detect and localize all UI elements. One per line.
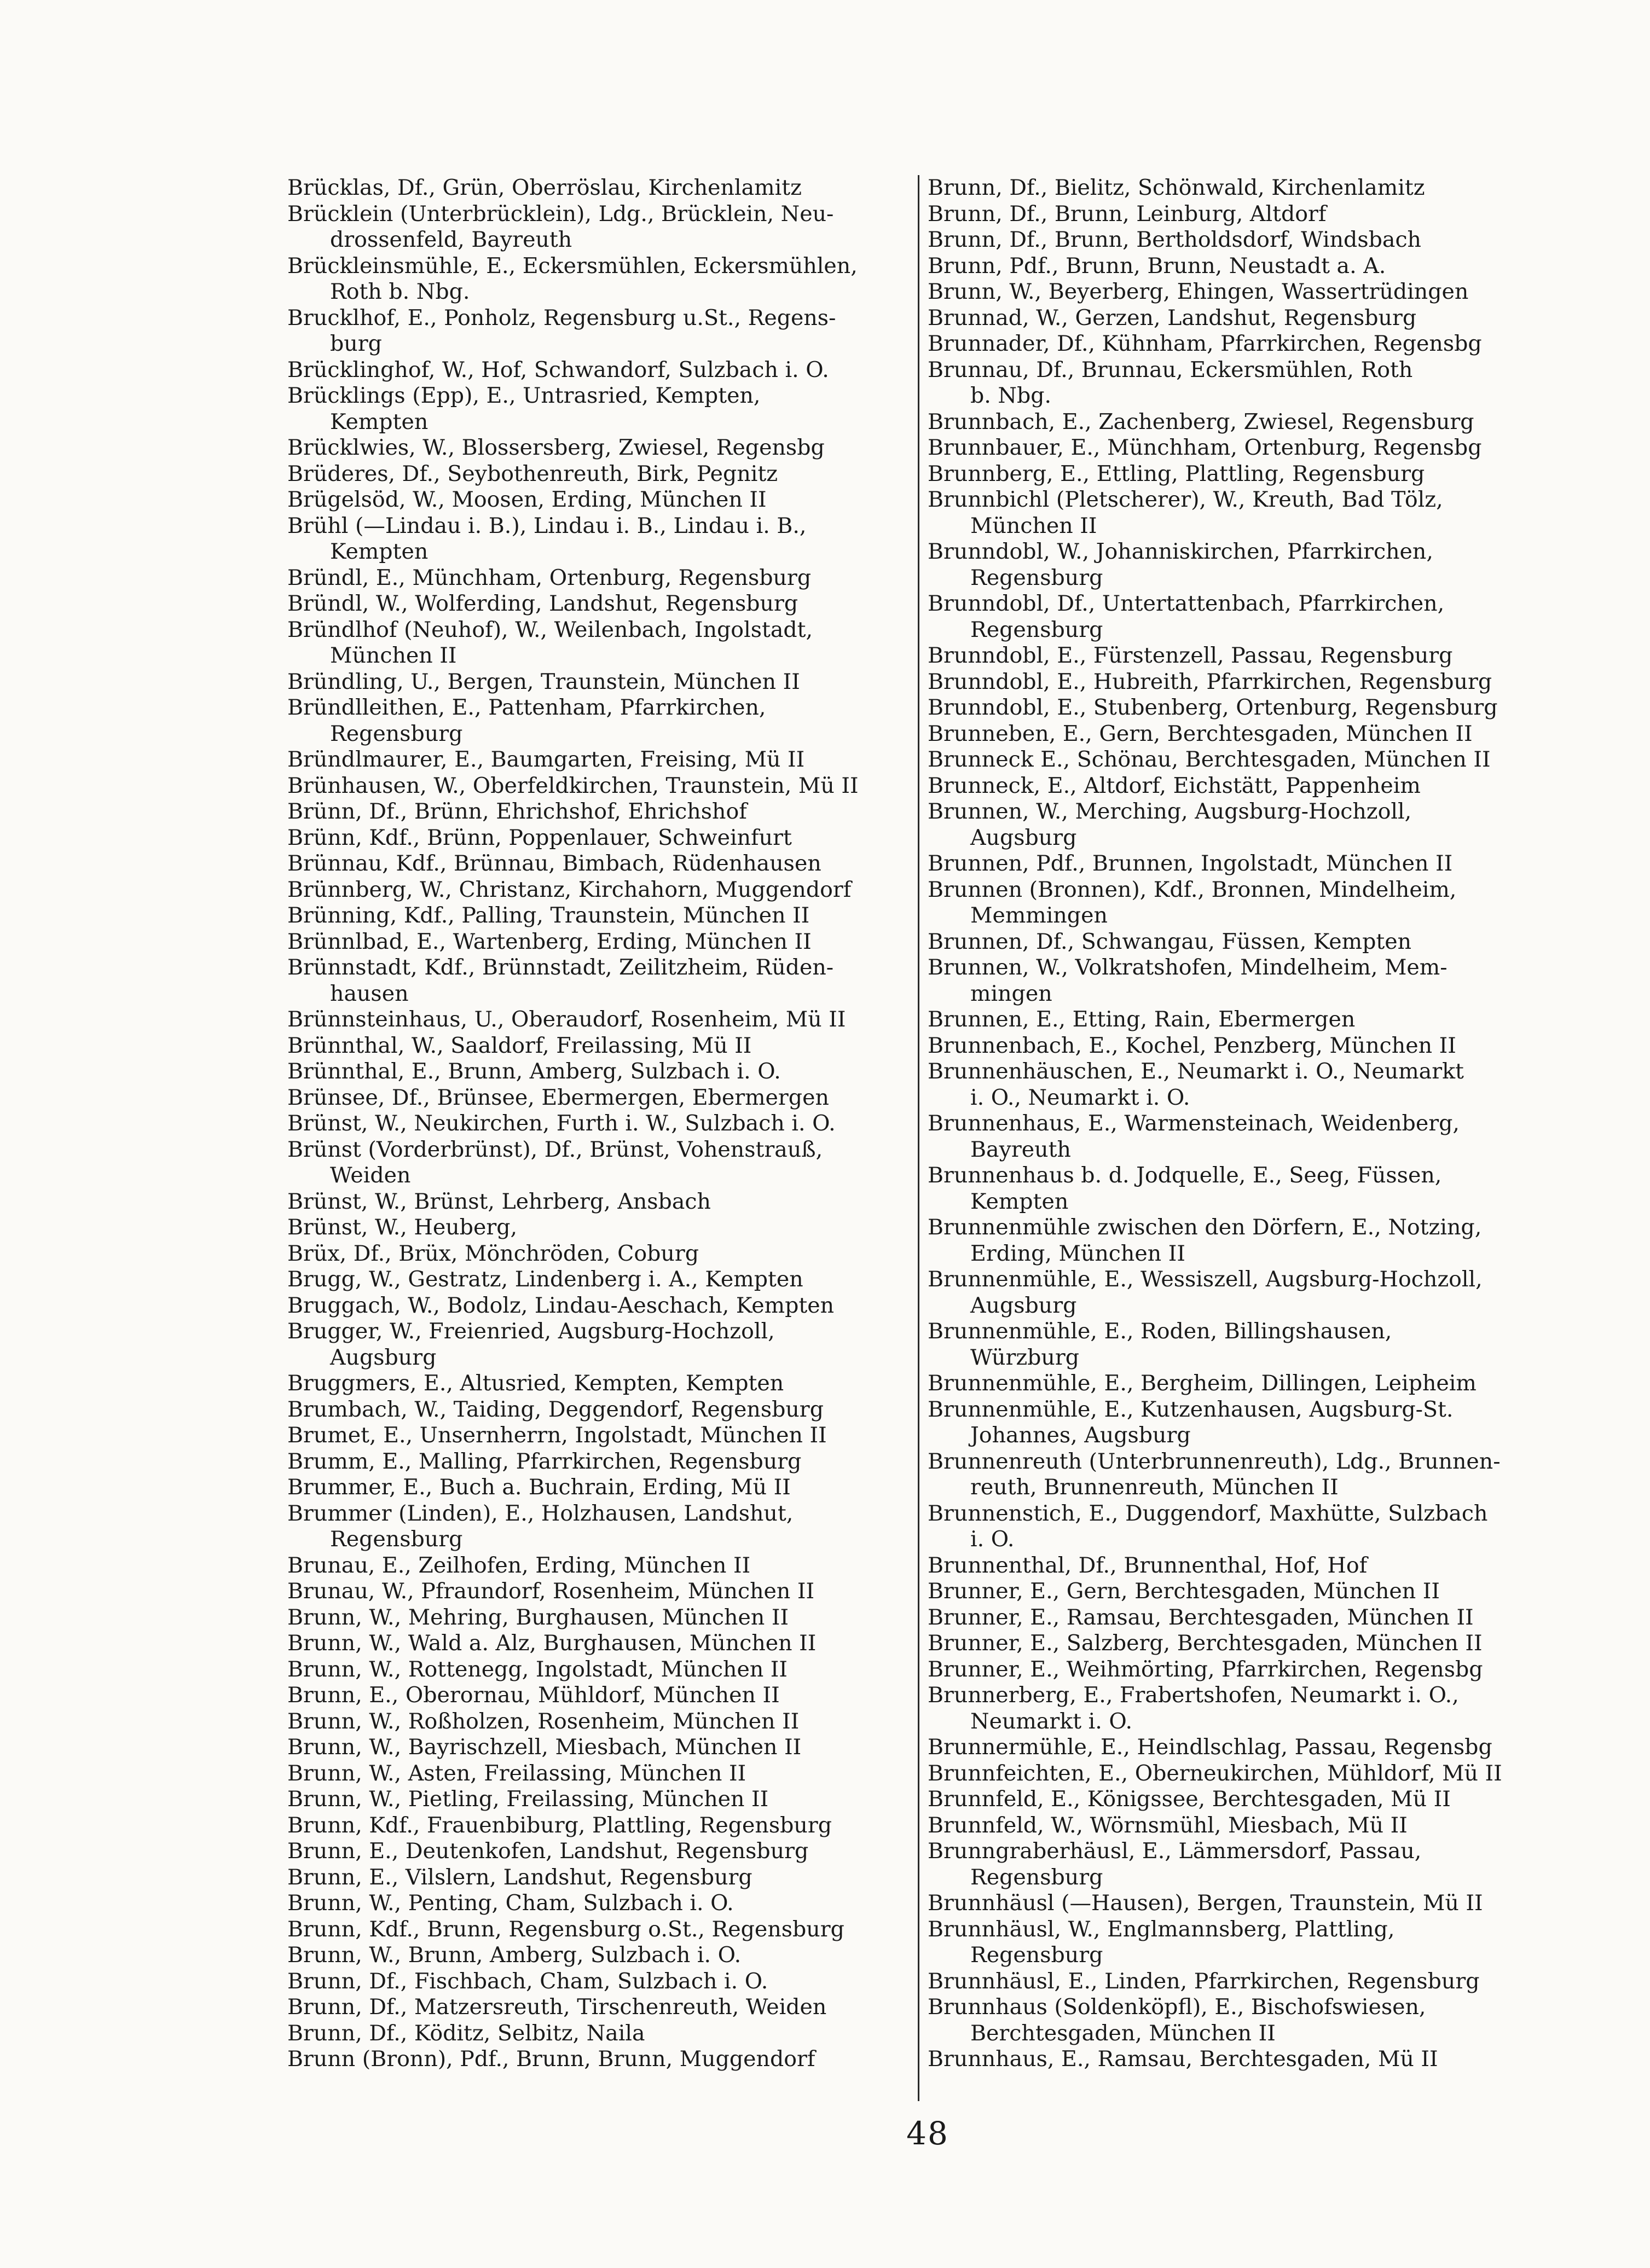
left-entry-line: Brünst (Vorderbrünst), Df., Brünst, Vohenstrauß, — [287, 1136, 823, 1162]
right-entry-line: Brunnen, E., Etting, Rain, Ebermergen — [928, 1007, 1356, 1032]
right-entry-line: Brunner, E., Gern, Berchtesgaden, München II — [928, 1579, 1440, 1604]
right-entry-line: Brunnenmühle, E., Bergheim, Dillingen, Leipheim — [928, 1371, 1477, 1396]
left-entry-line: Brunn, E., Vilslern, Landshut, Regensburg — [287, 1864, 752, 1890]
right-entry-line: Brunn, Df., Bielitz, Schönwald, Kirchenlamitz — [928, 175, 1425, 200]
right-entry-line: Brunndobl, Df., Untertattenbach, Pfarrkirchen, — [928, 591, 1445, 616]
left-continuation-line: Augsburg — [330, 1344, 437, 1370]
left-entry-line: Brunn, W., Penting, Cham, Sulzbach i. O. — [287, 1890, 734, 1916]
right-entry-line: Brunndobl, W., Johanniskirchen, Pfarrkirchen, — [928, 539, 1433, 564]
right-entry-line: Brunnenhäuschen, E., Neumarkt i. O., Neumarkt — [928, 1059, 1464, 1084]
left-entry-line: Brünnberg, W., Christanz, Kirchahorn, Muggendorf — [287, 877, 852, 902]
right-continuation-line: i. O. — [970, 1527, 1015, 1552]
left-entry-line: Brunn, Kdf., Frauenbiburg, Plattling, Regensburg — [287, 1812, 832, 1838]
right-continuation-line: mingen — [970, 981, 1052, 1006]
left-entry-line: Brunn, Df., Fischbach, Cham, Sulzbach i. O. — [287, 1968, 768, 1994]
left-entry-line: Brünst, W., Neukirchen, Furth i. W., Sulzbach i. O. — [287, 1111, 836, 1136]
left-entry-line: Brünst, W., Heuberg, — [287, 1215, 518, 1240]
left-entry-line: Brücklwies, W., Blossersberg, Zwiesel, Regensbg — [287, 435, 825, 460]
left-continuation-line: Kempten — [330, 539, 429, 564]
left-entry-line: Brünnlbad, E., Wartenberg, Erding, München II — [287, 929, 812, 954]
right-continuation-line: Erding, München II — [970, 1240, 1185, 1266]
left-entry-line: Brünnsteinhaus, U., Oberaudorf, Rosenheim, Mü II — [287, 1007, 846, 1032]
left-entry-line: Brumm, E., Malling, Pfarrkirchen, Regensburg — [287, 1448, 802, 1474]
left-column — [287, 175, 911, 2073]
left-entry-line: Brünsee, Df., Brünsee, Ebermergen, Ebermergen — [287, 1084, 829, 1110]
left-entry-line: Brünhausen, W., Oberfeldkirchen, Traunstein, Mü II — [287, 773, 859, 798]
left-entry-line: Brunn, W., Pietling, Freilassing, München II — [287, 1786, 769, 1812]
right-entry-line: Brunnfeld, E., Königssee, Berchtesgaden, Mü II — [928, 1786, 1451, 1812]
left-entry-line: Bruggmers, E., Altusried, Kempten, Kempten — [287, 1371, 784, 1396]
left-entry-line: Brucklhof, E., Ponholz, Regensburg u.St., Regens- — [287, 305, 836, 330]
right-continuation-line: Johannes, Augsburg — [970, 1423, 1191, 1448]
left-continuation-line: drossenfeld, Bayreuth — [330, 227, 572, 252]
left-entry-line: Brügelsöd, W., Moosen, Erding, München II — [287, 487, 767, 512]
left-entry-line: Brunau, W., Pfraundorf, Rosenheim, München II — [287, 1579, 815, 1604]
left-entry-line: Brünn, Df., Brünn, Ehrichshof, Ehrichshof — [287, 799, 747, 824]
left-entry-line: Brüx, Df., Brüx, Mönchröden, Coburg — [287, 1240, 699, 1266]
right-entry-line: Brunnhaus (Soldenköpfl), E., Bischofswiesen, — [928, 1994, 1426, 2020]
right-entry-line: Brunnen, Pdf., Brunnen, Ingolstadt, München II — [928, 851, 1453, 876]
right-entry-line: Brunneck E., Schönau, Berchtesgaden, München II — [928, 747, 1491, 772]
right-continuation-line: Regensburg — [970, 565, 1103, 590]
right-continuation-line: reuth, Brunnenreuth, München II — [970, 1475, 1339, 1500]
right-continuation-line: i. O., Neumarkt i. O. — [970, 1084, 1190, 1110]
right-entry-line: Brunner, E., Ramsau, Berchtesgaden, München II — [928, 1604, 1474, 1630]
right-continuation-line: Regensburg — [970, 617, 1103, 642]
left-entry-line: Brünnthal, W., Saaldorf, Freilassing, Mü II — [287, 1033, 752, 1058]
right-continuation-line: Würzburg — [970, 1344, 1080, 1370]
left-entry-line: Brunn, W., Mehring, Burghausen, München II — [287, 1604, 789, 1630]
right-entry-line: Brunnbauer, E., Münchham, Ortenburg, Regensbg — [928, 435, 1482, 460]
register-page — [287, 175, 1568, 2152]
right-entry-line: Brunnenmühle, E., Roden, Billingshausen, — [928, 1319, 1392, 1344]
left-continuation-line: Roth b. Nbg. — [330, 279, 470, 304]
right-entry-line: Brunnenmühle, E., Kutzenhausen, Augsburg-St. — [928, 1396, 1454, 1422]
right-entry-line: Brunnfeichten, E., Oberneukirchen, Mühldorf, Mü II — [928, 1760, 1502, 1786]
right-continuation-line: b. Nbg. — [970, 383, 1052, 408]
left-entry-line: Brücklein (Unterbrücklein), Ldg., Brücklein, Neu- — [287, 201, 834, 227]
right-entry-line: Brunner, E., Weihmörting, Pfarrkirchen, Regensbg — [928, 1656, 1483, 1682]
right-entry-line: Brunnen, W., Volkratshofen, Mindelheim, Mem- — [928, 955, 1448, 980]
right-continuation-line: Kempten — [970, 1188, 1069, 1214]
right-entry-line: Brunnenhaus, E., Warmensteinach, Weidenberg, — [928, 1111, 1460, 1136]
left-entry-line: Brunn, E., Deutenkofen, Landshut, Regensburg — [287, 1838, 809, 1864]
right-entry-line: Brunnerberg, E., Frabertshofen, Neumarkt i. O., — [928, 1683, 1459, 1708]
left-entry-line: Brückleinsmühle, E., Eckersmühlen, Eckersmühlen, — [287, 253, 858, 279]
right-entry-line: Brunneben, E., Gern, Berchtesgaden, München II — [928, 721, 1473, 746]
right-column — [928, 175, 1551, 2073]
left-entry-line: Brühl (—Lindau i. B.), Lindau i. B., Lindau i. B., — [287, 513, 807, 538]
right-continuation-line: München II — [970, 513, 1097, 538]
left-entry-line: Brunn, Kdf., Brunn, Regensburg o.St., Regensburg — [287, 1916, 844, 1942]
right-entry-line: Brunngraberhäusl, E., Lämmersdorf, Passau, — [928, 1838, 1422, 1864]
left-entry-line: Bruggach, W., Bodolz, Lindau-Aeschach, Kempten — [287, 1292, 835, 1318]
left-continuation-line: Regensburg — [330, 1527, 463, 1552]
right-entry-line: Brunneck, E., Altdorf, Eichstätt, Pappenheim — [928, 773, 1421, 798]
left-continuation-line: hausen — [330, 981, 409, 1006]
right-entry-line: Brunn, Df., Brunn, Leinburg, Altdorf — [928, 201, 1327, 227]
left-entry-line: Bründlhof (Neuhof), W., Weilenbach, Ingolstadt, — [287, 617, 813, 642]
right-entry-line: Brunnad, W., Gerzen, Landshut, Regensburg — [928, 305, 1417, 330]
right-entry-line: Brunnhäusl, W., Englmannsberg, Plattling, — [928, 1916, 1395, 1942]
left-entry-line: Brunn (Bronn), Pdf., Brunn, Brunn, Muggendorf — [287, 2046, 815, 2072]
right-continuation-line: Memmingen — [970, 903, 1108, 928]
right-entry-line: Brunner, E., Salzberg, Berchtesgaden, München II — [928, 1631, 1483, 1656]
column-divider — [918, 175, 919, 2101]
right-entry-line: Brunn, Df., Brunn, Bertholdsdorf, Windsbach — [928, 227, 1422, 252]
left-entry-line: Brummer (Linden), E., Holzhausen, Landshut, — [287, 1500, 794, 1526]
right-entry-line: Brunnenhaus b. d. Jodquelle, E., Seeg, Füssen, — [928, 1163, 1442, 1188]
left-entry-line: Brünning, Kdf., Palling, Traunstein, München II — [287, 903, 810, 928]
right-entry-line: Brunnhäusl, E., Linden, Pfarrkirchen, Regensburg — [928, 1968, 1480, 1994]
right-continuation-line: Bayreuth — [970, 1136, 1071, 1162]
left-entry-line: Brunn, Df., Köditz, Selbitz, Naila — [287, 2020, 645, 2046]
left-entry-line: Brunn, W., Roßholzen, Rosenheim, München II — [287, 1708, 800, 1734]
left-entry-line: Brumbach, W., Taiding, Deggendorf, Regensburg — [287, 1396, 824, 1422]
right-entry-line: Brunnenmühle zwischen den Dörfern, E., Notzing, — [928, 1215, 1482, 1240]
right-entry-line: Brunn, W., Beyerberg, Ehingen, Wassertrüdingen — [928, 279, 1469, 304]
left-entry-line: Brunn, E., Oberornau, Mühldorf, München II — [287, 1683, 780, 1708]
right-entry-line: Brunnader, Df., Kühnham, Pfarrkirchen, Regensbg — [928, 331, 1482, 356]
right-entry-line: Brunnenreuth (Unterbrunnenreuth), Ldg., Brunnen- — [928, 1448, 1501, 1474]
right-entry-line: Brunnen, W., Merching, Augsburg-Hochzoll, — [928, 799, 1412, 824]
right-entry-line: Brunndobl, E., Fürstenzell, Passau, Regensburg — [928, 643, 1453, 668]
left-entry-line: Bründl, E., Münchham, Ortenburg, Regensburg — [287, 565, 812, 590]
left-continuation-line: Kempten — [330, 409, 429, 434]
left-continuation-line: burg — [330, 331, 382, 356]
left-entry-line: Bründlmaurer, E., Baumgarten, Freising, Mü II — [287, 747, 805, 772]
right-entry-line: Brunnhaus, E., Ramsau, Berchtesgaden, Mü II — [928, 2046, 1438, 2072]
right-entry-line: Brunnbach, E., Zachenberg, Zwiesel, Regensburg — [928, 409, 1474, 434]
right-entry-line: Brunnfeld, W., Wörnsmühl, Miesbach, Mü II — [928, 1812, 1408, 1838]
left-entry-line: Brunn, W., Bayrischzell, Miesbach, München II — [287, 1735, 802, 1760]
right-entry-line: Brunndobl, E., Stubenberg, Ortenburg, Regensburg — [928, 695, 1498, 720]
right-entry-line: Brunnenmühle, E., Wessiszell, Augsburg-Hochzoll, — [928, 1267, 1483, 1292]
right-continuation-line: Augsburg — [970, 825, 1077, 850]
right-entry-line: Brunnen (Bronnen), Kdf., Bronnen, Mindelheim, — [928, 877, 1457, 902]
left-entry-line: Brüderes, Df., Seybothenreuth, Birk, Pegnitz — [287, 461, 778, 486]
left-entry-line: Brunn, W., Wald a. Alz, Burghausen, München II — [287, 1631, 817, 1656]
right-entry-line: Brunnermühle, E., Heindlschlag, Passau, Regensbg — [928, 1735, 1492, 1760]
left-entry-line: Brunn, W., Asten, Freilassing, München II — [287, 1760, 746, 1786]
left-continuation-line: München II — [330, 643, 457, 668]
right-entry-line: Brunndobl, E., Hubreith, Pfarrkirchen, Regensburg — [928, 669, 1492, 694]
right-entry-line: Brunnberg, E., Ettling, Plattling, Regensburg — [928, 461, 1425, 486]
left-entry-line: Brumet, E., Unsernherrn, Ingolstadt, München II — [287, 1423, 827, 1448]
left-entry-line: Brünst, W., Brünst, Lehrberg, Ansbach — [287, 1188, 711, 1214]
left-entry-line: Brücklings (Epp), E., Untrasried, Kempten, — [287, 383, 761, 408]
left-entry-line: Brunau, E., Zeilhofen, Erding, München II — [287, 1552, 751, 1578]
right-entry-line: Brunnenbach, E., Kochel, Penzberg, München II — [928, 1033, 1456, 1058]
left-continuation-line: Regensburg — [330, 721, 463, 746]
left-entry-line: Brünnau, Kdf., Brünnau, Bimbach, Rüdenhausen — [287, 851, 821, 876]
right-entry-line: Brunnhäusl (—Hausen), Bergen, Traunstein, Mü II — [928, 1890, 1483, 1916]
left-entry-line: Bründling, U., Bergen, Traunstein, München II — [287, 669, 800, 694]
left-entry-line: Brunn, W., Brunn, Amberg, Sulzbach i. O. — [287, 1942, 742, 1968]
right-entry-line: Brunnen, Df., Schwangau, Füssen, Kempten — [928, 929, 1412, 954]
left-entry-line: Brücklinghof, W., Hof, Schwandorf, Sulzbach i. O. — [287, 357, 829, 382]
left-entry-line: Brummer, E., Buch a. Buchrain, Erding, Mü II — [287, 1475, 791, 1500]
right-entry-line: Brunn, Pdf., Brunn, Brunn, Neustadt a. A. — [928, 253, 1386, 279]
left-entry-line: Brunn, W., Rottenegg, Ingolstadt, München II — [287, 1656, 788, 1682]
right-entry-line: Brunnbichl (Pletscherer), W., Kreuth, Bad Tölz, — [928, 487, 1443, 512]
left-entry-line: Brünn, Kdf., Brünn, Poppenlauer, Schweinfurt — [287, 825, 792, 850]
left-entry-line: Brünnthal, E., Brunn, Amberg, Sulzbach i. O. — [287, 1059, 781, 1084]
left-continuation-line: Weiden — [330, 1163, 411, 1188]
right-entry-line: Brunnau, Df., Brunnau, Eckersmühlen, Roth — [928, 357, 1413, 382]
right-continuation-line: Augsburg — [970, 1292, 1077, 1318]
left-entry-line: Brücklas, Df., Grün, Oberröslau, Kirchenlamitz — [287, 175, 802, 200]
left-entry-line: Bründl, W., Wolferding, Landshut, Regensburg — [287, 591, 798, 616]
left-entry-line: Brunn, Df., Matzersreuth, Tirschenreuth, Weiden — [287, 1994, 827, 2020]
page-number: 48 — [906, 2115, 949, 2152]
left-entry-line: Brünnstadt, Kdf., Brünnstadt, Zeilitzheim, Rüden- — [287, 955, 834, 980]
left-entry-line: Bründlleithen, E., Pattenham, Pfarrkirchen, — [287, 695, 766, 720]
left-entry-line: Brugg, W., Gestratz, Lindenberg i. A., Kempten — [287, 1267, 803, 1292]
right-entry-line: Brunnenthal, Df., Brunnenthal, Hof, Hof — [928, 1552, 1368, 1578]
right-continuation-line: Berchtesgaden, München II — [970, 2020, 1276, 2046]
right-continuation-line: Regensburg — [970, 1942, 1103, 1968]
right-continuation-line: Regensburg — [970, 1864, 1103, 1890]
left-entry-line: Brugger, W., Freienried, Augsburg-Hochzoll, — [287, 1319, 775, 1344]
right-continuation-line: Neumarkt i. O. — [970, 1708, 1132, 1734]
right-entry-line: Brunnenstich, E., Duggendorf, Maxhütte, Sulzbach — [928, 1500, 1488, 1526]
